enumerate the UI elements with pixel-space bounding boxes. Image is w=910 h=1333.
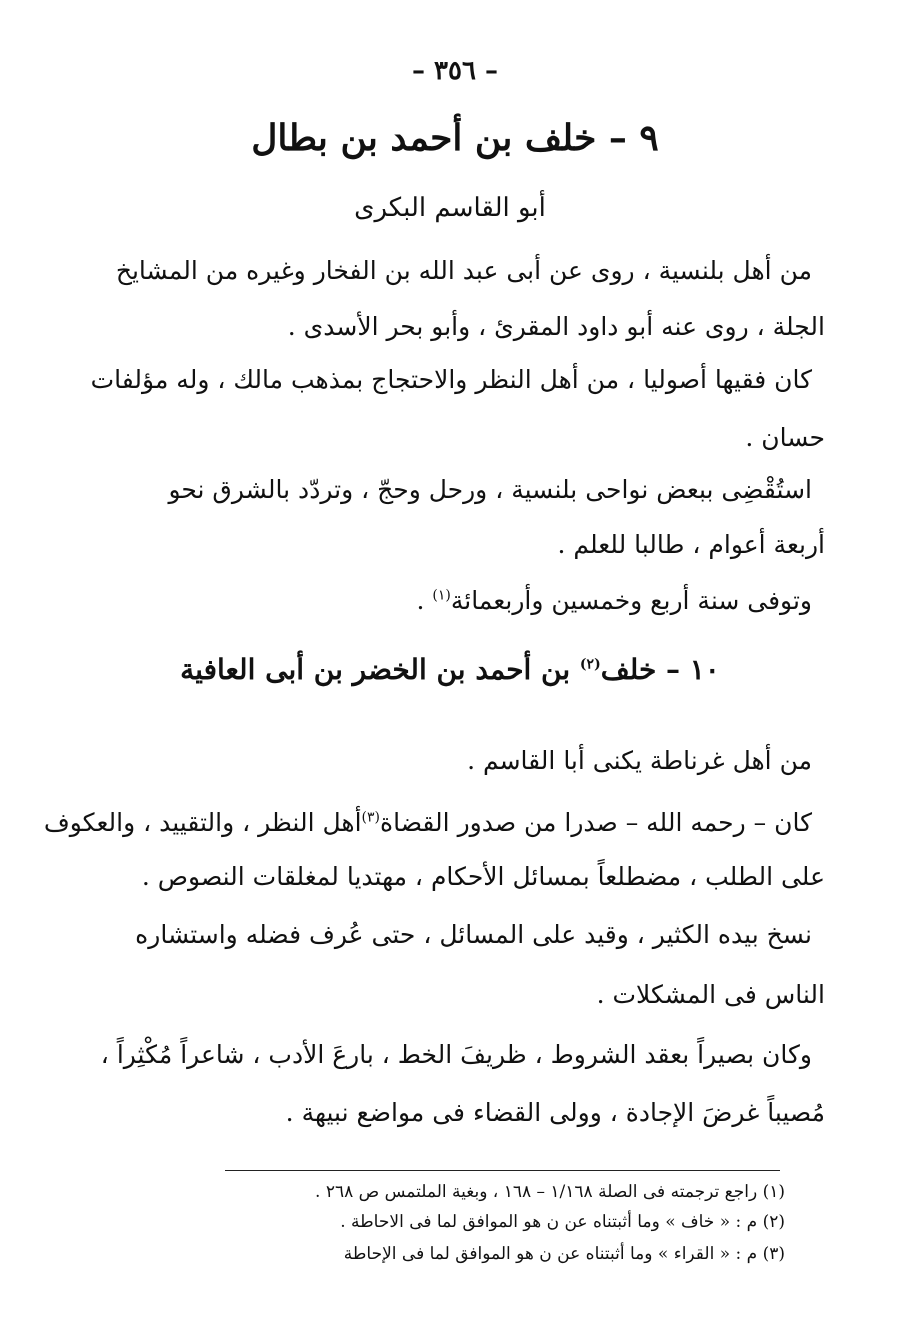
entry-10-paragraph-2-start: كان – رحمه الله – صدرا من صدور القضاة bbox=[380, 808, 812, 837]
entry-10-paragraph-2-line-1 bbox=[44, 810, 812, 835]
entry-10-paragraph-1-line-1: من أهل غرناطة يكنى أبا القاسم . bbox=[467, 746, 812, 775]
footnote-marker-2: (٢) bbox=[579, 656, 601, 673]
entry-10-paragraph-2-line-2: على الطلب ، مضطلعاً بمسائل الأحكام ، مهتديا لمغلقات النصوص . bbox=[141, 862, 825, 891]
entry-9-paragraph-3-line-1: استُقْضِى ببعض نواحى بلنسية ، ورحل وحجّ ، وتردّد بالشرق نحو bbox=[168, 475, 812, 504]
footnote-marker-1: (١) bbox=[432, 587, 451, 604]
entry-9-paragraph-2-line-2: حسان . bbox=[745, 423, 825, 452]
entry-9-heading: ٩ – خلف بن أحمد بن بطال bbox=[251, 117, 659, 159]
entry-10-heading-prefix: ١٠ – خلف bbox=[600, 653, 720, 686]
entry-9-death-line bbox=[417, 588, 812, 613]
entry-10-paragraph-4-line-1: وكان بصيراً بعقد الشروط ، ظريفَ الخط ، بارعَ الأدب ، شاعراً مُكْثِراً ، bbox=[100, 1040, 812, 1069]
footnote-3: (٣) م : « القراء » وما أثبتناه عن ن هو الموافق لما فى الإحاطة bbox=[343, 1244, 785, 1264]
footnote-1: (١) راجع ترجمته فى الصلة ١/١٦٨ – ١٦٨ ، وبغية الملتمس ص ٢٦٨ . bbox=[315, 1182, 785, 1202]
page-number: – ٣٥٦ – bbox=[411, 56, 499, 86]
entry-10-paragraph-4-line-2: مُصيباً غرضَ الإجادة ، وولى القضاء فى مواضع نبيهة . bbox=[285, 1098, 825, 1127]
entry-9-death-period: . bbox=[416, 586, 433, 615]
entry-9-paragraph-1-line-2: الجلة ، روى عنه أبو داود المقرئ ، وأبو بحر الأسدى . bbox=[287, 312, 825, 341]
entry-10-heading-rest: بن أحمد بن الخضر بن أبى العافية bbox=[180, 653, 571, 686]
entry-9-death-text: وتوفى سنة أربع وخمسين وأربعمائة bbox=[450, 586, 812, 615]
entry-10-paragraph-3-line-1: نسخ بيده الكثير ، وقيد على المسائل ، حتى عُرف فضله واستشاره bbox=[135, 920, 812, 949]
entry-10-heading bbox=[150, 653, 750, 686]
entry-10-paragraph-2-end: أهل النظر ، والتقييد ، والعكوف bbox=[43, 808, 362, 837]
entry-10-paragraph-3-line-2: الناس فى المشكلات . bbox=[596, 980, 825, 1009]
entry-9-paragraph-3-line-2: أربعة أعوام ، طالبا للعلم . bbox=[557, 530, 825, 559]
footnote-divider bbox=[225, 1170, 780, 1171]
entry-9-paragraph-1-line-1: من أهل بلنسية ، روى عن أبى عبد الله بن الفخار وغيره من المشايخ bbox=[115, 256, 812, 285]
footnote-marker-3: (٣) bbox=[361, 809, 381, 826]
footnote-2: (٢) م : « خاف » وما أثبتناه عن ن هو الموافق لما فى الاحاطة . bbox=[340, 1212, 785, 1232]
entry-9-kunya: أبو القاسم البكرى bbox=[354, 193, 546, 223]
entry-9-paragraph-2-line-1: كان فقيها أصوليا ، من أهل النظر والاحتجاج بمذهب مالك ، وله مؤلفات bbox=[90, 365, 812, 394]
